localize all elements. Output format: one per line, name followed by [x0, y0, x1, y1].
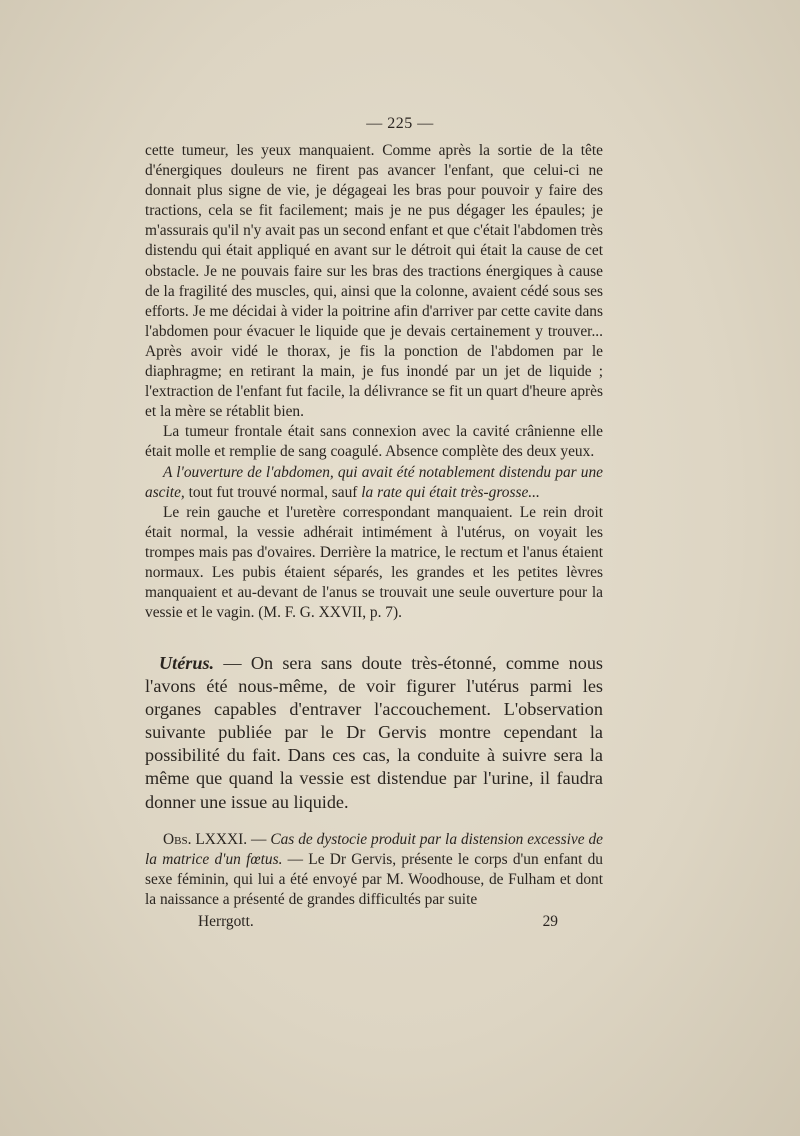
paragraph-1: cette tumeur, les yeux manquaient. Comme après la sortie de la tête d'énergiques douleurs ne firent pas avancer l'enfant, que celui-ci ne donnait plus signe de vie, je dégageai les bras pour pouvoir y faire des tractions, cela se fit facilement; mais je ne pus dégager les épaules; je m'assurais qu'il n'y avait pas un second enfant et que c'était l'abdomen très distendu qui était appliqué en avant sur le détroit qui était la cause de cet obstacle. Je ne pouvais faire sur les bras des tractions énergiques à cause de la fragilité des muscles, qui, ainsi que la colonne, avaient cédé sous ses efforts. Je me décidai à vider la poitrine afin d'arriver par cette cavite dans l'abdomen pour évacuer le liquide que je devais certainement y trouver... Après avoir vidé le thorax, je fis la ponction de l'abdomen par le diaphragme; en retirant la main, je fus inondé par un jet de liquide ; l'extraction de l'enfant fut facile, la délivrance se fit un quart d'heure après et la mère se rétablit bien. [145, 142, 603, 421]
paragraph-3 [145, 463, 603, 503]
page-footer [198, 913, 558, 931]
observation-dash: — [247, 831, 271, 848]
footer-signature-number: 29 [542, 913, 558, 930]
observation-label: Obs. LXXXI. [163, 831, 248, 848]
section-heading: Utérus. [159, 653, 215, 673]
observation-block [145, 830, 603, 910]
observation-title: Cas de dystocie produit par la distension excessive de la matrice d'un fœtus. [145, 831, 603, 869]
observation-text: — Le Dr Gervis, présente le corps d'un enfant du sexe féminin, qui lui a été envoyé par M. Woodhouse, de Fulham et dont la naissance a présenté de grandes difficultés par suite [145, 851, 603, 909]
paragraph-3-mid: tout fut trouvé normal, sauf [184, 483, 362, 501]
section-uterus [145, 652, 603, 814]
observation-paragraph [145, 830, 603, 910]
paragraph-2: La tumeur frontale était sans connexion avec la cavité crânienne elle était molle et remplie de sang coagulé. Absence complète des deux yeux. [145, 423, 603, 461]
paragraph-3-italic-a: A l'ouverture de l'abdomen, qui avait été notablement distendu par une ascite, [145, 463, 603, 501]
body-text-top [145, 141, 603, 623]
section-text: — On sera sans doute très-étonné, comme nous l'avons été nous-même, de voir figurer l'utérus parmi les organes capables d'entraver l'accouchement. L'observation suivante publiée par le Dr Gervis montre cependant la possibilité du fait. Dans ces cas, la conduite à suivre sera la même que quand la vessie est distendue par l'urine, il faudra donner une issue au liquide. [145, 653, 603, 812]
paragraph-3-italic-b: la rate qui était très-grosse... [361, 483, 540, 501]
page-number: — 225 — [366, 115, 434, 132]
paragraph-4: Le rein gauche et l'uretère correspondant manquaient. Le rein droit était normal, la vessie adhérait intimément à l'utérus, on voyait les trompes mais pas d'ovaires. Derrière la matrice, le rectum et l'anus étaient normaux. Les pubis étaient séparés, les grandes et les petites lèvres manquaient et au-devant de l'anus se trouvait une seule ouverture pour la vessie et le vagin. (M. F. G. XXVII, p. 7). [145, 503, 603, 622]
section-paragraph [145, 652, 603, 814]
footer-signature: Herrgott. [198, 913, 254, 930]
